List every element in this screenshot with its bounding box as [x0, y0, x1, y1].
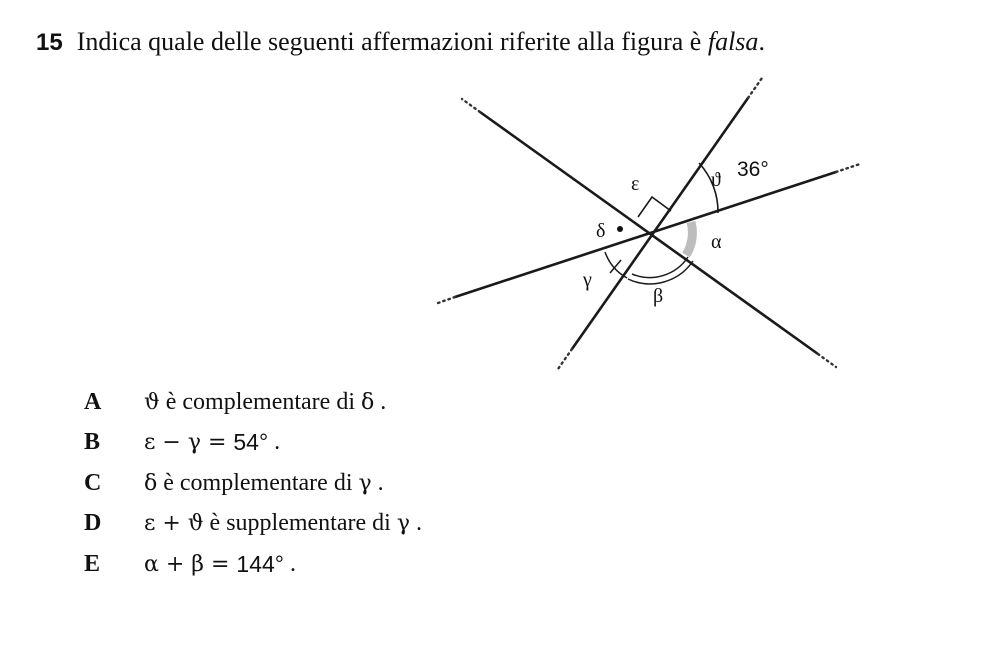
- label-beta: β: [653, 285, 664, 307]
- option-expr: ε + ϑ: [144, 511, 204, 537]
- line-shallow: [455, 172, 836, 297]
- line-shallow-dots-left: [438, 297, 455, 303]
- option-text: è supplementare di: [203, 510, 397, 537]
- option-letter: C: [84, 469, 102, 496]
- question-number: 15: [36, 29, 63, 56]
- option-d[interactable]: [84, 504, 422, 545]
- option-expr: α + β =: [144, 551, 237, 577]
- label-gamma: γ: [583, 269, 592, 291]
- option-expr2: γ: [358, 470, 372, 496]
- option-letter: E: [84, 550, 101, 577]
- option-expr2: γ: [396, 511, 410, 537]
- option-a[interactable]: [84, 382, 422, 423]
- option-e[interactable]: [84, 544, 422, 585]
- question-period: .: [758, 27, 765, 56]
- label-alpha: α: [711, 231, 722, 253]
- line-steep-dots-top: [748, 78, 762, 98]
- line-descending: [480, 112, 818, 354]
- option-number: 54°: [233, 429, 269, 456]
- option-c[interactable]: [84, 463, 422, 504]
- line-steep-dots-bottom: [558, 349, 572, 369]
- option-letter: B: [84, 429, 101, 456]
- option-letter: A: [84, 388, 102, 415]
- line-descending-dots-right: [818, 354, 836, 367]
- option-tail: .: [409, 510, 422, 537]
- option-expr: δ: [144, 470, 158, 496]
- gamma-tick: [610, 260, 621, 273]
- answer-options: [84, 382, 422, 585]
- label-epsilon: ε: [631, 173, 640, 195]
- beta-arc-outer: [628, 261, 693, 284]
- delta-dot: [617, 226, 623, 232]
- option-number: 144°: [236, 550, 284, 577]
- option-text: è complementare di: [159, 388, 361, 415]
- option-expr2: δ: [360, 389, 375, 415]
- option-expr: ϑ: [144, 389, 160, 415]
- alpha-arc: [686, 222, 692, 255]
- option-tail: .: [284, 550, 296, 577]
- line-descending-dots-left: [462, 99, 480, 112]
- option-text: è complementare di: [157, 469, 359, 496]
- option-expr: ε − γ =: [144, 430, 234, 456]
- option-b[interactable]: [84, 423, 422, 464]
- line-shallow-dots-right: [836, 164, 860, 172]
- option-tail: .: [268, 429, 281, 456]
- option-tail: .: [374, 388, 387, 415]
- label-delta: δ: [596, 220, 606, 242]
- label-36-degrees: 36°: [737, 158, 769, 181]
- question-text: Indica quale delle seguenti affermazioni riferite alla figura è: [76, 27, 708, 56]
- question-emphasis: falsa: [707, 27, 759, 56]
- label-theta: ϑ: [711, 169, 721, 191]
- option-letter: D: [84, 510, 102, 537]
- option-tail: .: [371, 469, 384, 496]
